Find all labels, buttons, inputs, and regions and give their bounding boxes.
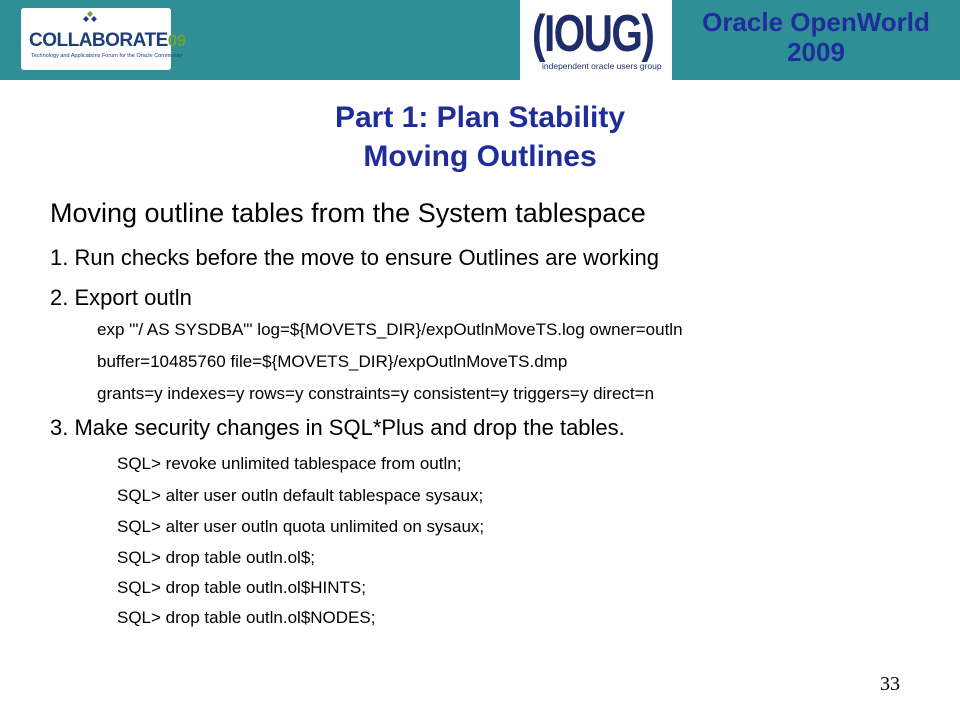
event-title-line1: Oracle OpenWorld bbox=[702, 7, 930, 37]
event-title bbox=[672, 7, 960, 67]
collaborate-logo bbox=[21, 8, 186, 70]
step-3: 3. Make security changes in SQL*Plus and drop the tables. bbox=[50, 415, 625, 440]
sql-command-line: SQL> alter user outln default tablespace sysaux; bbox=[117, 486, 484, 505]
ioug-subtitle: independent oracle users group bbox=[542, 61, 662, 71]
page-number: 33 bbox=[880, 673, 900, 695]
slide-title bbox=[0, 98, 960, 176]
export-command-line: grants=y indexes=y rows=y constraints=y consistent=y triggers=y direct=n bbox=[97, 384, 655, 403]
ioug-logo bbox=[520, 0, 672, 80]
header-banner bbox=[0, 0, 960, 80]
step-2: 2. Export outln bbox=[50, 285, 192, 310]
sql-command-line: SQL> alter user outln quota unlimited on sysaux; bbox=[117, 517, 485, 536]
sql-command-line: SQL> drop table outln.ol$NODES; bbox=[117, 608, 376, 627]
ioug-wordmark: (IOUG) bbox=[532, 5, 654, 63]
sql-command-line: SQL> drop table outln.ol$HINTS; bbox=[117, 578, 366, 597]
sql-command-line: SQL> revoke unlimited tablespace from outln; bbox=[117, 454, 462, 473]
slide-title-line1: Part 1: Plan Stability bbox=[334, 101, 626, 134]
step-1: 1. Run checks before the move to ensure Outlines are working bbox=[50, 245, 659, 270]
sql-command-line: SQL> drop table outln.ol$; bbox=[117, 548, 315, 567]
slide-title-line2: Moving Outlines bbox=[363, 140, 597, 173]
event-title-line2: 2009 bbox=[787, 37, 845, 67]
collaborate-wordmark: COLLABORATE09 bbox=[29, 30, 186, 51]
collaborate-diamond-icon bbox=[83, 11, 97, 25]
body-heading: Moving outline tables from the System tablespace bbox=[50, 198, 646, 228]
export-command-line: buffer=10485760 file=${MOVETS_DIR}/expOutlnMoveTS.dmp bbox=[97, 352, 568, 371]
export-command-line: exp '"/ AS SYSDBA"' log=${MOVETS_DIR}/expOutlnMoveTS.log owner=outln bbox=[97, 320, 683, 339]
collaborate-tagline: Technology and Applications Forum for the Oracle Community bbox=[31, 53, 183, 59]
